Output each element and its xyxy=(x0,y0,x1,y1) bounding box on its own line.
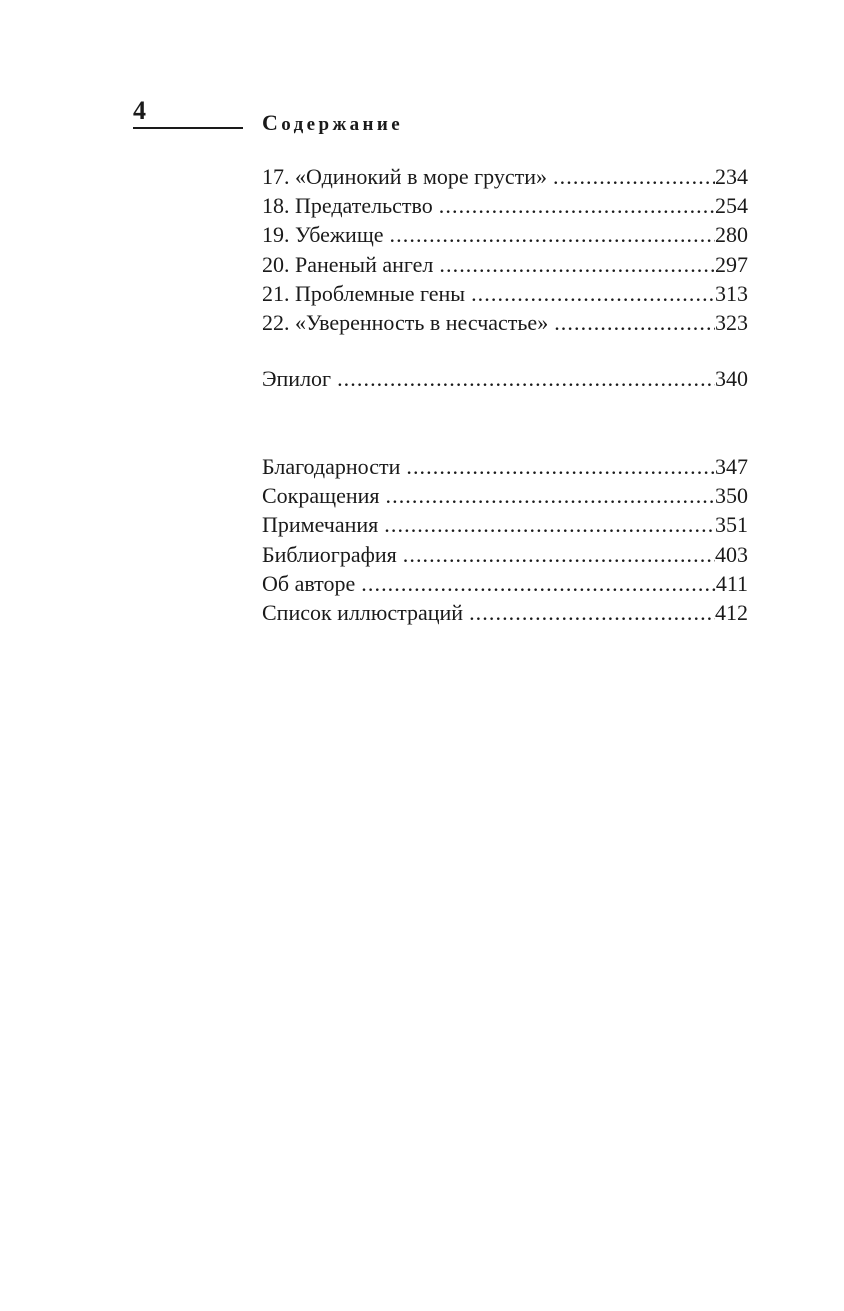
dot-leader xyxy=(439,250,715,279)
running-head-rest: одержание xyxy=(281,114,404,135)
dot-leader xyxy=(554,308,715,337)
toc-entry-title: 21. Проблемные гены xyxy=(262,280,466,306)
toc-entry-title: Библиография xyxy=(262,541,397,567)
toc-entry-chapter-17[interactable] xyxy=(262,162,748,191)
dot-leader xyxy=(403,540,715,569)
toc-entry-page: 313 xyxy=(715,280,748,306)
toc-entry-title: Благодарности xyxy=(262,454,401,479)
toc-entry-epilogue[interactable] xyxy=(262,364,748,393)
toc-entry-chapter-18[interactable] xyxy=(262,191,748,220)
toc-entry-page: 411 xyxy=(715,570,748,596)
dot-leader xyxy=(384,510,715,539)
toc-entry-page: 347 xyxy=(715,454,748,479)
toc-entry-page: 323 xyxy=(715,309,748,335)
dot-leader xyxy=(390,220,715,249)
dot-leader xyxy=(439,191,715,220)
dot-leader xyxy=(469,598,715,627)
toc-entry-page: 403 xyxy=(715,541,748,567)
toc-entry-title: 22. «Уверенность в несчастье» xyxy=(262,309,549,335)
running-head xyxy=(262,112,403,134)
toc-entry-chapter-19[interactable] xyxy=(262,220,748,249)
toc-entry-bibliography[interactable] xyxy=(262,540,748,569)
toc-entry-about-author[interactable] xyxy=(262,569,748,598)
toc-entry-title: Эпилог xyxy=(262,366,332,391)
dot-leader xyxy=(361,569,716,598)
toc-entry-page: 350 xyxy=(715,483,748,509)
toc-entry-title: 17. «Одинокий в море грусти» xyxy=(262,164,548,189)
toc-epilogue xyxy=(262,364,748,393)
toc-entry-title: 19. Убежище xyxy=(262,222,384,248)
toc-entry-page: 280 xyxy=(715,222,748,248)
toc-entry-page: 412 xyxy=(715,599,748,625)
header-rule xyxy=(133,127,243,129)
toc-entry-illustrations[interactable] xyxy=(262,598,748,627)
toc-entry-chapter-22[interactable] xyxy=(262,308,748,337)
page-number: 4 xyxy=(133,96,146,125)
toc-entry-title: Список иллюстраций xyxy=(262,599,464,625)
toc-chapters xyxy=(262,162,748,337)
toc-entry-page: 340 xyxy=(715,366,748,391)
running-head-initial: С xyxy=(262,110,282,135)
dot-leader xyxy=(471,279,715,308)
toc-entry-abbreviations[interactable] xyxy=(262,481,748,510)
toc-back-matter xyxy=(262,452,748,627)
toc-entry-chapter-20[interactable] xyxy=(262,250,748,279)
toc-entry-page: 234 xyxy=(715,164,748,189)
toc-entry-title: 18. Предательство xyxy=(262,193,433,219)
toc-entry-page: 297 xyxy=(715,251,748,277)
toc-entry-title: Об авторе xyxy=(262,570,356,596)
toc-entry-notes[interactable] xyxy=(262,510,748,539)
toc-entry-acknowledgements[interactable] xyxy=(262,452,748,481)
dot-leader xyxy=(553,162,715,191)
dot-leader xyxy=(386,481,716,510)
toc-entry-title: Сокращения xyxy=(262,483,380,509)
dot-leader xyxy=(337,364,715,393)
dot-leader xyxy=(406,452,715,481)
toc-entry-title: Примечания xyxy=(262,512,379,538)
toc-entry-chapter-21[interactable] xyxy=(262,279,748,308)
toc-entry-page: 254 xyxy=(715,193,748,219)
toc-entry-title: 20. Раненый ангел xyxy=(262,251,434,277)
toc-entry-page: 351 xyxy=(715,512,748,538)
